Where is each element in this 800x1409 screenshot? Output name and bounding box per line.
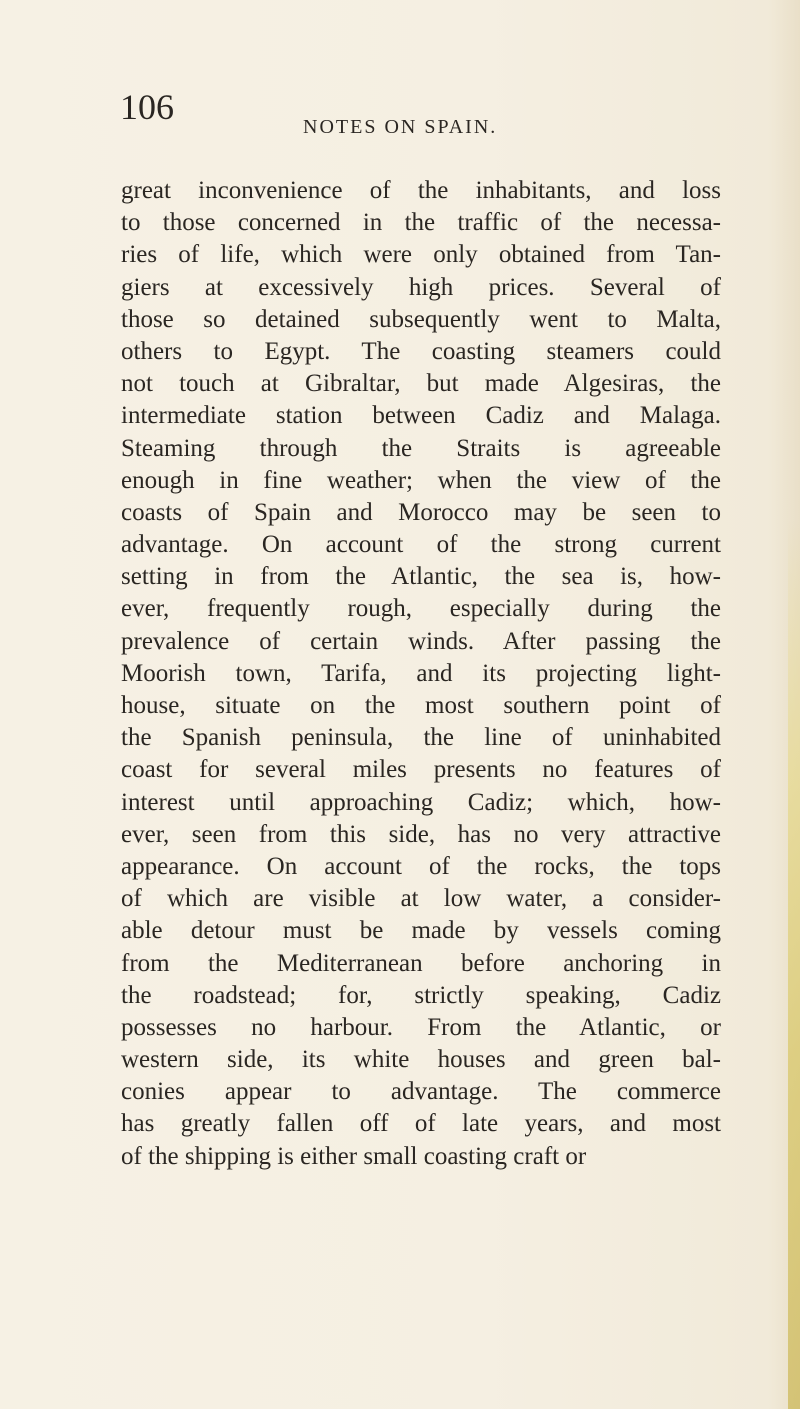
text-line: has greatly fallen off of late years, and most — [121, 1110, 721, 1138]
text-line: great inconvenience of the inhabitants, and loss — [121, 177, 721, 204]
text-line: the Spanish peninsula, the line of uninhabited — [121, 724, 721, 752]
text-line: others to Egypt. The coasting steamers could — [121, 337, 721, 365]
text-line-last: of the shipping is either small coasting craft or — [121, 1142, 587, 1170]
text-line: ries of life, which were only obtained from Tan- — [121, 241, 721, 269]
text-line: appearance. On account of the rocks, the tops — [121, 852, 721, 880]
text-line: of which are visible at low water, a consider- — [121, 885, 721, 913]
text-line: Steaming through the Straits is agreeable — [121, 434, 721, 462]
text-line: Moorish town, Tarifa, and its projecting light- — [121, 659, 721, 687]
text-line: advantage. On account of the strong current — [121, 531, 721, 559]
text-line: the roadstead; for, strictly speaking, Cadiz — [121, 981, 721, 1009]
text-line: those so detained subsequently went to Malta, — [121, 305, 721, 333]
text-line: western side, its white houses and green bal- — [121, 1046, 721, 1074]
text-line: setting in from the Atlantic, the sea is, how- — [121, 563, 721, 591]
page-number: 106 — [120, 87, 174, 127]
running-head: NOTES ON SPAIN. — [303, 116, 498, 138]
text-line: not touch at Gibraltar, but made Algesiras, the — [121, 370, 721, 398]
text-line: from the Mediterranean before anchoring in — [121, 949, 721, 977]
text-line: conies appear to advantage. The commerce — [121, 1078, 721, 1106]
text-line: interest until approaching Cadiz; which, how- — [121, 788, 721, 816]
text-line: to those concerned in the traffic of the necessa- — [121, 209, 721, 237]
text-line: enough in fine weather; when the view of the — [121, 466, 721, 494]
text-line: coasts of Spain and Morocco may be seen to — [121, 498, 721, 526]
text-line: coast for several miles presents no features of — [121, 756, 721, 784]
text-line: prevalence of certain winds. After passing the — [121, 627, 721, 655]
page-header — [120, 86, 700, 146]
text-line: intermediate station between Cadiz and Malaga. — [121, 402, 721, 430]
text-line: possesses no harbour. From the Atlantic, or — [121, 1013, 721, 1041]
text-line: house, situate on the most southern point of — [121, 692, 721, 719]
page-edge-discoloration — [788, 520, 800, 1409]
text-line: giers at excessively high prices. Several of — [121, 273, 721, 301]
body-text — [121, 175, 721, 1173]
text-line: able detour must be made by vessels coming — [121, 917, 721, 945]
text-line: ever, frequently rough, especially during the — [121, 595, 721, 623]
text-line: ever, seen from this side, has no very attractive — [121, 820, 721, 848]
